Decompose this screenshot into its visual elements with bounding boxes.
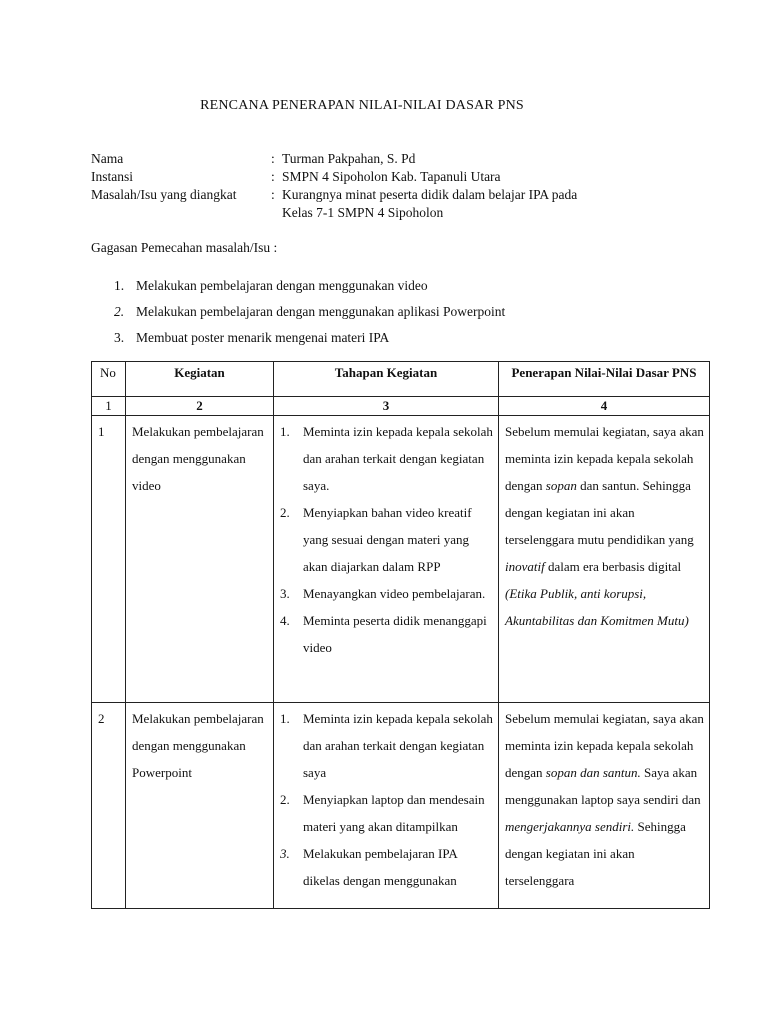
col-number: 2	[126, 397, 274, 416]
step-item	[280, 705, 494, 786]
row-no: 2	[92, 703, 126, 909]
penerapan-text: Sehingga dengan kegiatan ini akan terselenggara	[505, 819, 686, 888]
table-header-row	[92, 362, 710, 397]
row-no: 1	[92, 416, 126, 703]
penerapan-text: Sebelum memulai kegiatan, saya akan meminta izin kepada kepala sekolah dengan	[505, 711, 704, 780]
col-number: 4	[499, 397, 710, 416]
step-number: 2.	[280, 792, 290, 807]
step-text: Menyiapkan bahan video kreatif yang sesuai dengan materi yang akan diajarkan dalam RPP	[303, 505, 472, 574]
info-colon: :	[271, 187, 275, 202]
idea-number: 1.	[114, 278, 125, 293]
step-text: Menayangkan video pembelajaran.	[303, 586, 486, 601]
info-value: SMPN 4 Sipoholon Kab. Tapanuli Utara	[282, 169, 501, 184]
step-item	[280, 418, 494, 499]
info-value: Kurangnya minat peserta didik dalam belajar IPA pada	[282, 187, 578, 202]
idea-number: 2.	[114, 304, 125, 319]
step-text: Meminta peserta didik menanggapi video	[303, 613, 487, 655]
step-text: Menyiapkan laptop dan mendesain materi yang akan ditampilkan	[303, 792, 485, 834]
col-number: 1	[92, 397, 126, 416]
step-text: Melakukan pembelajaran IPA dikelas dengan menggunakan	[303, 846, 458, 888]
step-number: 1.	[280, 424, 290, 439]
row-penerapan	[499, 703, 710, 909]
column-number-row	[92, 397, 710, 416]
penerapan-text: dalam era berbasis digital	[544, 559, 682, 574]
penerapan-text: Sebelum memulai kegiatan, saya akan meminta izin kepada kepala sekolah dengan	[505, 424, 704, 493]
idea-number: 3.	[114, 330, 125, 345]
step-number: 1.	[280, 711, 290, 726]
idea-text: Melakukan pembelajaran dengan menggunakan video	[136, 278, 428, 293]
info-label: Masalah/Isu yang diangkat	[91, 187, 237, 202]
step-item	[280, 607, 494, 661]
penerapan-italic: sopan dan santun.	[545, 765, 641, 780]
header-no: No	[92, 362, 126, 397]
gagasan-heading: Gagasan Pemecahan masalah/Isu :	[91, 240, 278, 255]
row-tahapan	[274, 416, 499, 703]
steps-list	[274, 416, 498, 661]
idea-text: Melakukan pembelajaran dengan menggunakan aplikasi Powerpoint	[136, 304, 506, 319]
row-kegiatan: Melakukan pembelajaran dengan menggunakan Powerpoint	[126, 703, 274, 909]
penerapan-text: Saya akan menggunakan laptop saya sendiri dan	[505, 765, 701, 807]
penerapan-italic: sopan	[545, 478, 577, 493]
info-label: Nama	[91, 151, 124, 166]
document-title: RENCANA PENERAPAN NILAI-NILAI DASAR PNS	[200, 98, 524, 113]
step-number: 3.	[280, 586, 290, 601]
step-item	[280, 786, 494, 840]
info-colon: :	[271, 151, 275, 166]
penerapan-italic: inovatif	[505, 559, 545, 574]
plan-table	[91, 361, 710, 909]
step-number: 4.	[280, 613, 290, 628]
penerapan-italic: (Etika Publik, anti korupsi, Akuntabilitas dan Komitmen Mutu)	[505, 586, 689, 628]
penerapan-text: dan santun. Sehingga dengan kegiatan ini akan terselenggara mutu pendidikan yang	[505, 478, 694, 547]
info-value: Kelas 7-1 SMPN 4 Sipoholon	[282, 205, 444, 220]
row-tahapan	[274, 703, 499, 909]
penerapan-italic: mengerjakannya sendiri.	[505, 819, 635, 834]
step-item	[280, 840, 494, 894]
info-value: Turman Pakpahan, S. Pd	[282, 151, 416, 166]
col-number: 3	[274, 397, 499, 416]
step-number: 2.	[280, 505, 290, 520]
step-item	[280, 499, 494, 580]
table-row	[92, 703, 710, 909]
step-text: Meminta izin kepada kepala sekolah dan arahan terkait dengan kegiatan saya.	[303, 424, 493, 493]
idea-text: Membuat poster menarik mengenai materi IPA	[136, 330, 390, 345]
row-kegiatan: Melakukan pembelajaran dengan menggunakan video	[126, 416, 274, 703]
step-item	[280, 580, 494, 607]
steps-list	[274, 703, 498, 894]
step-text: Meminta izin kepada kepala sekolah dan arahan terkait dengan kegiatan saya	[303, 711, 493, 780]
header-kegiatan: Kegiatan	[126, 362, 274, 397]
header-tahapan: Tahapan Kegiatan	[274, 362, 499, 397]
info-label: Instansi	[91, 169, 133, 184]
header-penerapan: Penerapan Nilai-Nilai Dasar PNS	[499, 362, 710, 397]
table-row	[92, 416, 710, 703]
info-colon: :	[271, 169, 275, 184]
step-number: 3.	[280, 846, 290, 861]
row-penerapan	[499, 416, 710, 703]
